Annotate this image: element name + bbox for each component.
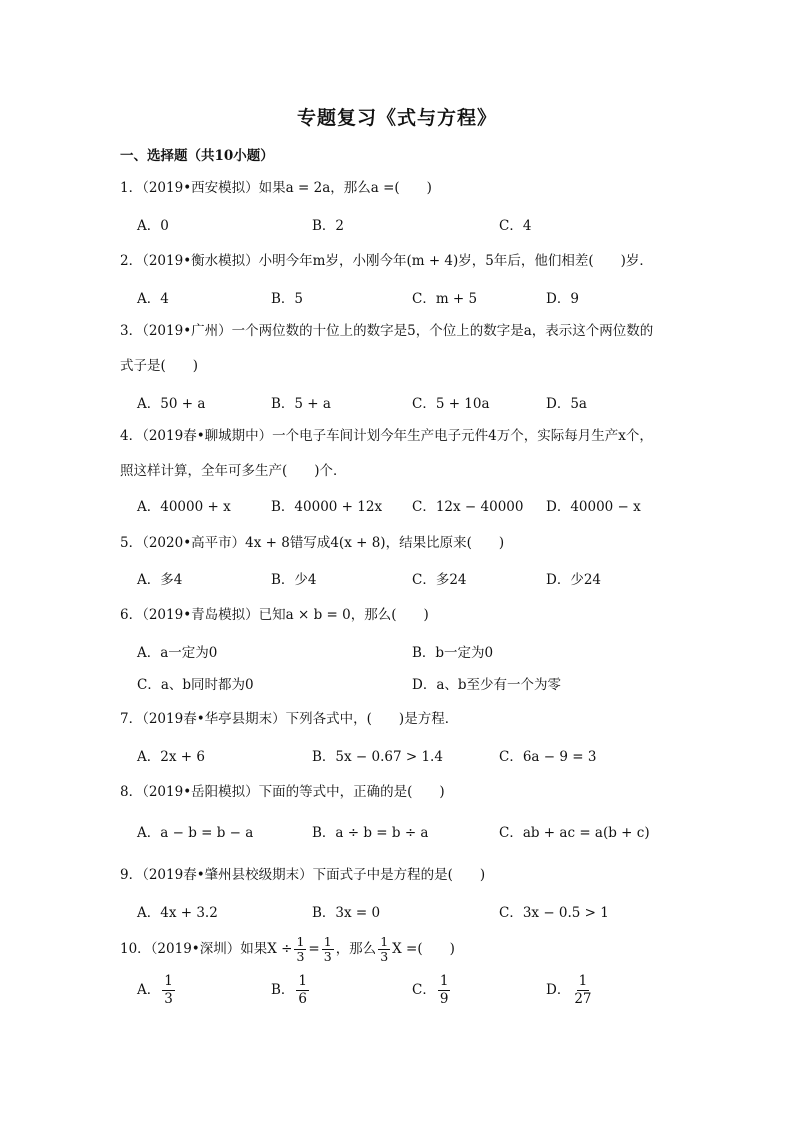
fraction-numerator: 1 [164, 973, 173, 989]
question-5-stem: 5．（2020•高平市）4x + 8错写成4(x + 8)，结果比原来( ) [120, 535, 505, 551]
fraction-numerator: 1 [298, 973, 308, 989]
question-10-stem [120, 932, 455, 966]
q6-option-d[interactable]: D．a、b至少有一个为零 [412, 677, 562, 693]
fraction-numerator: 1 [380, 934, 389, 949]
q7-option-c[interactable]: C．6a − 9 = 3 [499, 749, 597, 765]
q4-option-b[interactable]: B．40000 + 12x [271, 499, 383, 515]
question-3-stem-line1: 3．（2019•广州）一个两位数的十位上的数字是5，个位上的数字是a，表示这个两位数的 [120, 323, 654, 339]
fraction-numerator: 1 [439, 973, 449, 989]
q6-option-a[interactable]: A．a一定为0 [137, 645, 218, 661]
section-heading: 一、选择题（共10小题） [120, 148, 274, 164]
q7-option-b[interactable]: B．5x − 0.67 > 1.4 [312, 749, 443, 765]
q1-option-c[interactable]: C．4 [499, 218, 532, 234]
q2-option-c[interactable]: C．m + 5 [412, 291, 478, 307]
option-label: A． [137, 982, 161, 998]
option-label: D． [546, 982, 571, 998]
q10-stem-middle: ，那么 [335, 941, 377, 957]
q8-option-c[interactable]: C．ab + ac = a(b + c) [499, 825, 650, 841]
q10-option-b[interactable] [271, 971, 311, 1009]
option-fraction [296, 973, 309, 1008]
q10-fraction-1 [294, 935, 306, 964]
option-label: B． [271, 982, 295, 998]
q1-option-b[interactable]: B．2 [312, 218, 345, 234]
q10-option-d[interactable] [546, 971, 596, 1009]
question-6-stem: 6．（2019•青岛模拟）已知a × b = 0，那么( ) [120, 607, 429, 623]
q10-fraction-2 [322, 935, 334, 964]
q9-option-b[interactable]: B．3x = 0 [312, 905, 381, 921]
q4-option-a[interactable]: A．40000 + x [137, 499, 231, 515]
question-9-stem: 9．（2019春•肇州县校级期末）下面式子中是方程的是( ) [120, 867, 486, 883]
q10-option-c[interactable] [412, 971, 452, 1009]
q10-fraction-3 [378, 935, 390, 964]
q8-option-b[interactable]: B．a ÷ b = b ÷ a [312, 825, 429, 841]
fraction-denominator: 3 [164, 991, 173, 1007]
fraction-denominator: 27 [574, 991, 592, 1007]
q3-option-b[interactable]: B．5 + a [271, 396, 331, 412]
option-fraction [438, 973, 451, 1008]
option-fraction [572, 973, 593, 1008]
question-1-stem: 1．（2019•西安模拟）如果a = 2a，那么a =( ) [120, 180, 432, 196]
question-7-stem: 7．（2019春•华亭县期末）下列各式中，( )是方程． [120, 711, 459, 727]
q4-option-c[interactable]: C．12x − 40000 [412, 499, 524, 515]
q10-stem-equals: = [308, 941, 320, 957]
fraction-denominator: 3 [380, 949, 389, 964]
q9-option-a[interactable]: A．4x + 3.2 [137, 905, 218, 921]
fraction-denominator: 9 [439, 991, 449, 1007]
q3-option-d[interactable]: D．5a [546, 396, 587, 412]
q10-stem-prefix: 10．（2019•深圳）如果X ÷ [120, 941, 293, 957]
fraction-denominator: 3 [323, 949, 332, 964]
question-4-stem-line1: 4．（2019春•聊城期中）一个电子车间计划今年生产电子元件4万个，实际每月生产x个， [120, 428, 653, 444]
q5-option-c[interactable]: C．多24 [412, 572, 467, 588]
q2-option-b[interactable]: B．5 [271, 291, 304, 307]
q5-option-d[interactable]: D．少24 [546, 572, 602, 588]
q1-option-a[interactable]: A．0 [137, 218, 169, 234]
q2-option-a[interactable]: A．4 [137, 291, 169, 307]
option-label: C． [412, 982, 436, 998]
fraction-denominator: 6 [298, 991, 308, 1007]
q9-option-c[interactable]: C．3x − 0.5 > 1 [499, 905, 609, 921]
question-3-stem-line2: 式子是( ) [120, 358, 199, 374]
q5-option-b[interactable]: B．少4 [271, 572, 317, 588]
option-fraction [162, 973, 175, 1008]
q7-option-a[interactable]: A．2x + 6 [137, 749, 205, 765]
q3-option-a[interactable]: A．50 + a [137, 396, 206, 412]
q10-option-a[interactable] [137, 971, 177, 1009]
q6-option-c[interactable]: C．a、b同时都为0 [137, 677, 254, 693]
fraction-denominator: 3 [296, 949, 305, 964]
q5-option-a[interactable]: A．多4 [137, 572, 183, 588]
fraction-numerator: 1 [323, 934, 332, 949]
fraction-numerator: 1 [578, 973, 588, 989]
fraction-numerator: 1 [296, 934, 305, 949]
question-4-stem-line2: 照这样计算，全年可多生产( )个． [120, 463, 347, 479]
q4-option-d[interactable]: D．40000 − x [546, 499, 641, 515]
q2-option-d[interactable]: D．9 [546, 291, 579, 307]
page-title: 专题复习《式与方程》 [296, 107, 497, 129]
question-2-stem: 2．（2019•衡水模拟）小明今年m岁，小刚今年(m + 4)岁，5年后，他们相差( )岁． [120, 253, 653, 269]
q3-option-c[interactable]: C．5 + 10a [412, 396, 490, 412]
q6-option-b[interactable]: B．b一定为0 [412, 645, 494, 661]
q10-stem-suffix: X =( ) [392, 941, 455, 957]
q8-option-a[interactable]: A．a − b = b − a [137, 825, 254, 841]
question-8-stem: 8．（2019•岳阳模拟）下面的等式中，正确的是( ) [120, 784, 445, 800]
